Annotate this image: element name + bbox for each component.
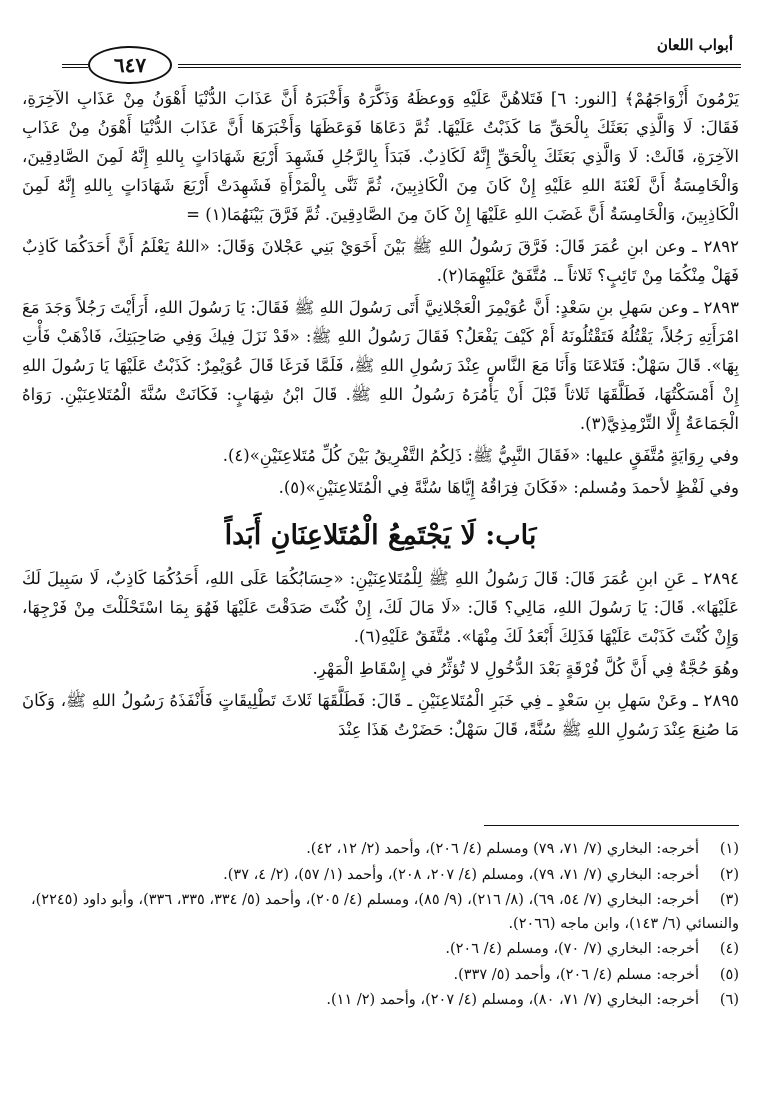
page-number: ٦٤٧ (88, 46, 172, 84)
running-title: أبواب اللعان (656, 36, 733, 54)
page-header (62, 28, 741, 78)
footnote-rule (484, 825, 739, 826)
footnote-4 (22, 938, 739, 962)
footnote-text: أخرجه: البخاري (٧/ ٧١، ٧٩)، ومسلم (٤/ ٢٠٧، ٢٠٨)، وأحمد (١/ ٥٧)، (٢/ ٤، ٣٧). (223, 866, 699, 883)
main-text (22, 84, 739, 744)
hadith-2893: ٢٨٩٣ ـ وعن سَهلِ بنِ سَعْدٍ: أَنَّ عُوَيْمِرَ الْعَجْلانِيَّ أَتَى رَسُولَ اللهِ ﷺ فَقَالَ: يَا رَسُولَ اللهِ، أَرَأَيْتَ رَجُلاً وَجَدَ مَعَ امْرَأَتِهِ رَجُلاً، يَقْتُلُهُ فَتَقْتُلُونَهُ أَمْ كَيْفَ يَفْعَلُ؟ فَقَالَ رَسُولُ اللهِ ﷺ: «قَدْ نَزَلَ فِيكَ وَفِي صَاحِبَتِكَ، فَاذْهَبْ فَأْتِ بِهَا». قَالَ سَهْلٌ: فَتَلاعَنَا وَأَنَا مَعَ النَّاسِ عِنْدَ رَسُولِ اللهِ ﷺ، فَلَمَّا فَرَغَا قَالَ عُوَيْمِرٌ: كَذَبْتُ عَلَيْهَا يَا رَسُولَ اللهِ إِنْ أَمْسَكْتُهَا، فَطَلَّقَهَا ثَلاثاً قَبْلَ أَنْ يَأْمُرَهُ رَسُولُ اللهِ ﷺ. قَالَ ابْنُ شِهَابٍ: فَكَانَتْ سُنَّةَ الْمُتَلاعِنَيْنِ. رَوَاهُ الْجَمَاعَةُ إِلَّا التِّرْمِذِيَّ(٣). (22, 298, 739, 433)
paragraph: وفي لَفْظٍ لأحمدَ ومُسلم: «فَكَانَ فِرَاقُهُ إِيَّاهَا سُنَّةً فِي الْمُتَلاعِنَيْنِ»(٥). (278, 478, 739, 497)
footnote-3 (22, 889, 739, 936)
footnote-text: أخرجه: البخاري (٧/ ٥٤، ٦٩)، (٨/ ٢١٦)، (٩/ ٨٥)، ومسلم (٤/ ٢٠٥)، وأحمد (٥/ ٣٣٤، ٣٣٥، ٣٣٦)، وأبو داود (٢٢٤٥)، والنسائي (٦/ ١٤٣)، وابن ماجه (٢٠٦٦). (30, 892, 739, 932)
footnote-number: (٥) (719, 966, 739, 983)
footnote-text: أخرجه: البخاري (٧/ ٧٠)، ومسلم (٤/ ٢٠٦). (445, 941, 699, 957)
paragraph: وفي رِوَايَةٍ مُتَّفَقٍ عليها: «فَقَالَ النَّبِيُّ ﷺ: ذَلِكُمُ التَّفْرِيقُ بَيْنَ كُلِّ مُتَلاعِنَيْنِ»(٤). (222, 446, 739, 465)
footnote-number: (٦) (719, 992, 739, 1008)
footnote-number: (٢) (719, 866, 739, 883)
section-heading: بَاب: لَا يَجْتَمِعُ الْمُتَلاعِنَانِ أَبَداً (224, 520, 537, 551)
paragraph: يَرْمُونَ أَزْوَاجَهُمْ﴾ [النور: ٦] فَتَلاهُنَّ عَلَيْهِ وَوعظَهُ وَذَكَّرَهُ وَأَخْبَرَهُ أَنَّ عَذَابَ الدُّنْيَا أَهْوَنُ مِنْ عَذَابِ الآخِرَةِ، فَقَالَ: لَا وَالَّذِي بَعَثَكَ بِالْحَقِّ مَا كَذَبْتُ عَلَيْهَا. ثُمَّ دَعَاهَا فَوَعَظَهَا وَأَخْبَرَهَا أَنَّ عَذَابَ الدُّنْيَا أَهْوَنُ مِنْ عَذَابِ الآخِرَةِ، قَالَتْ: لَا وَالَّذِي بَعَثَكَ بِالْحَقِّ إِنَّهُ لَكَاذِبٌ. فَبَدَأَ بِالرَّجُلِ فَشَهِدَ أَرْبَعَ شَهَادَاتٍ بِاللهِ إِنَّهُ لَمِنَ الصَّادِقِينَ، وَالْخَامِسَةُ أَنَّ لَعْنَةَ اللهِ عَلَيْهِ إِنْ كَانَ مِنَ الْكَاذِبِينَ، ثُمَّ ثَنَّى بِالْمَرْأَةِ فَشَهِدَتْ أَرْبَعَ شَهَادَاتٍ بِاللهِ إِنَّهُ لَمِنَ الْكَاذِبِينَ، وَالْخَامِسَةُ أَنَّ غَضَبَ اللهِ عَلَيْهَا إِنْ كَانَ مِنَ الصَّادِقِينَ. ثُمَّ فَرَّقَ بَيْنَهُمَا(١) = (22, 89, 739, 224)
header-rule-left (62, 64, 88, 71)
header-rule (178, 64, 741, 71)
hadith-2892: ٢٨٩٢ ـ وعن ابنِ عُمَرَ قَالَ: فَرَّقَ رَسُولُ اللهِ ﷺ بَيْنَ أَخَوَيْ بَنِي عَجْلانَ وَقَالَ: «اللهُ يَعْلَمُ أَنَّ أَحَدَكُمَا كَاذِبٌ فَهَلْ مِنْكُمَا مِنْ تَائِبٍ؟ ثَلاثاً ـ. مُتَّفَقٌ عَلَيْهِمَا(٢). (22, 237, 739, 285)
hadith-2894: ٢٨٩٤ ـ عَنِ ابنِ عُمَرَ قَالَ: قَالَ رَسُولُ اللهِ ﷺ لِلْمُتَلاعِنَيْنِ: «حِسَابُكُمَا عَلَى اللهِ، أَحَدُكُمَا كَاذِبٌ، لَا سَبِيلَ لَكَ عَلَيْهَا». قَالَ: يَا رَسُولَ اللهِ، مَالِي؟ قَالَ: «لَا مَالَ لَكَ، إِنْ كُنْتَ صَدَقْتَ عَلَيْهَا فَهُوَ بِمَا اسْتَحْلَلْتَ مِنْ فَرْجِهَا، وَإِنْ كُنْتَ كَذَبْتَ عَلَيْهَا فَذَلِكَ أَبْعَدُ لَكَ مِنْهَا». مُتَّفَقٌ عَلَيْهِ(٦). (22, 569, 739, 646)
footnotes (22, 825, 739, 1015)
footnote-text: أخرجه: البخاري (٧/ ٧١، ٧٩) ومسلم (٤/ ٢٠٦)، وأحمد (٢/ ١٢، ٤٢). (306, 841, 699, 857)
footnote-number: (٣) (719, 892, 739, 908)
footnote-number: (١) (719, 841, 739, 857)
paragraph: وهُوَ حُجَّةٌ فِي أَنَّ كُلَّ فُرْقَةٍ بَعْدَ الدُّخُولِ لا تُؤثِّرُ في إِسْقَاطِ الْمَهْرِ. (312, 659, 739, 678)
footnote-1 (22, 838, 739, 862)
footnote-number: (٤) (719, 941, 739, 957)
footnote-2 (22, 864, 739, 888)
footnote-5 (22, 964, 739, 988)
footnote-6 (22, 989, 739, 1013)
footnote-text: أخرجه: مسلم (٤/ ٢٠٦)، وأحمد (٥/ ٣٣٧). (453, 966, 699, 983)
hadith-2895: ٢٨٩٥ ـ وعَنْ سَهلِ بنِ سَعْدٍ ـ فِي خَبَرِ الْمُتَلاعِنَيْنِ ـ قَالَ: فَطَلَّقَهَا ثَلاثَ تَطْلِيقَاتٍ فَأَنْفَذَهُ رَسُولُ اللهِ ﷺ، وَكَانَ مَا صُنِعَ عِنْدَ رَسُولِ اللهِ ﷺ سُنَّةً، قَالَ سَهْلٌ: حَضَرْتُ هَذَا عِنْدَ (22, 691, 739, 739)
footnote-text: أخرجه: البخاري (٧/ ٧١، ٨٠)، ومسلم (٤/ ٢٠٧)، وأحمد (٢/ ١١). (326, 992, 699, 1008)
